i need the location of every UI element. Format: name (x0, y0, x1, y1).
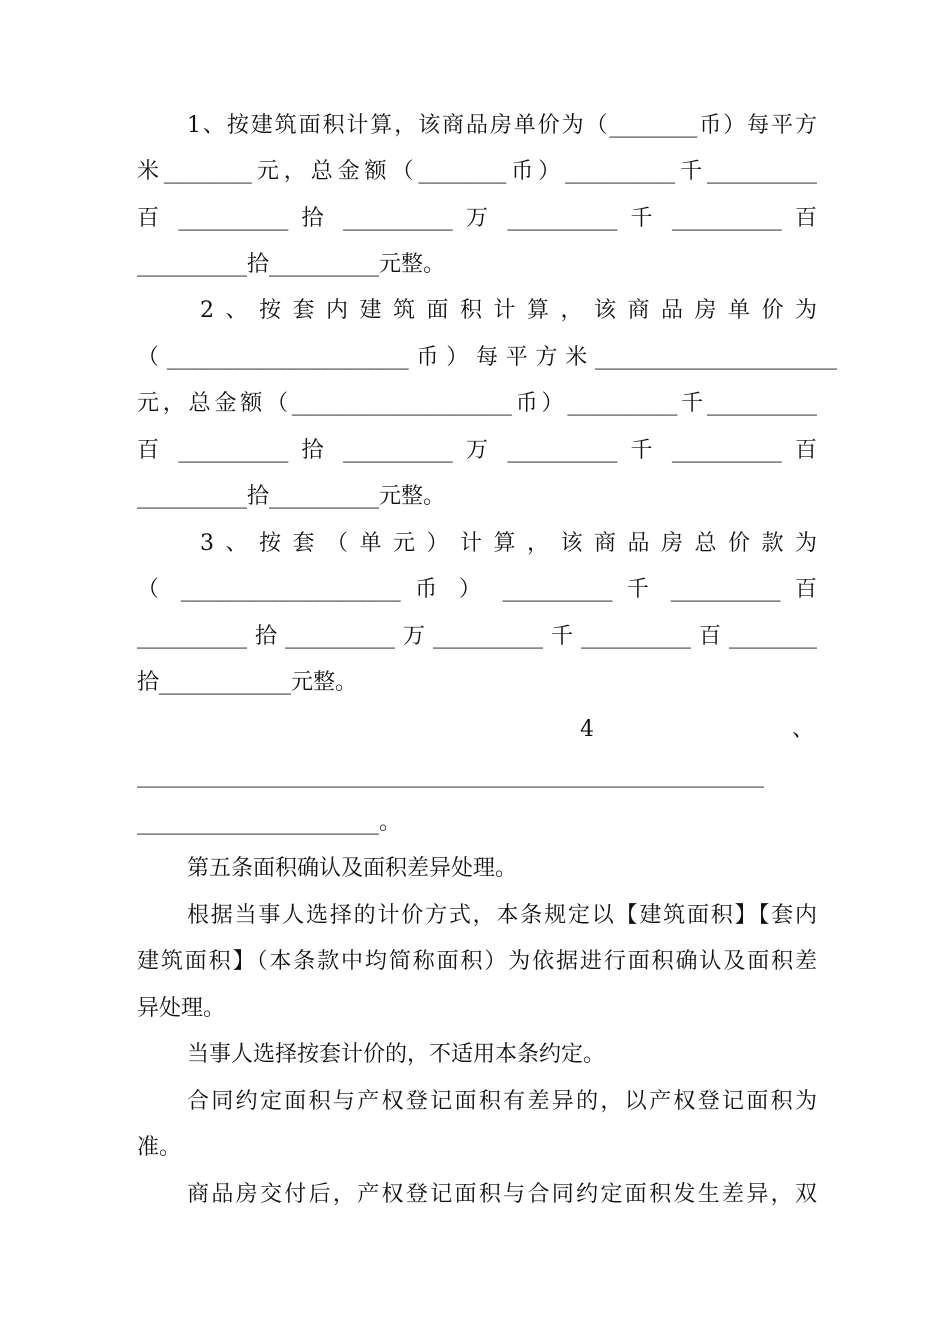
clause-1-line-1: 1、按建筑面积计算，该商品房单价为（________币）每平方 (187, 113, 817, 138)
clause-4-blank-line: _________________________________________________________ (137, 763, 764, 788)
clause-1-line-4: __________拾__________元整。 (137, 252, 446, 277)
article-5-para-1-line-3: 异处理。 (137, 996, 226, 1021)
clause-3-line-4: 拾____________元整。 (137, 670, 358, 695)
clause-3-line-1: 3、按套（单元）计算，该商品房总价款为 (200, 531, 817, 556)
clause-4-punctuation: 、 (792, 717, 815, 742)
article-5-heading: 第五条面积确认及面积差异处理。 (187, 856, 518, 881)
clause-2-line-3: 元，总金额（____________________币）__________千__________ (137, 391, 817, 416)
clause-1-line-3: 百 __________ 拾 __________ 万 __________ 千 __________ 百 (137, 206, 817, 231)
article-5-para-1-line-2: 建筑面积】（本条款中均简称面积）为依据进行面积确认及面积差 (137, 949, 817, 974)
article-5-para-4-line-1: 商品房交付后，产权登记面积与合同约定面积发生差异，双 (187, 1182, 817, 1207)
article-5-para-3-line-1: 合同约定面积与产权登记面积有差异的，以产权登记面积为 (187, 1089, 817, 1114)
clause-3-line-3: __________拾__________万__________千__________百________ (137, 624, 817, 649)
clause-2-line-1: 2、按套内建筑面积计算，该商品房单价为 (200, 298, 817, 323)
clause-4-number: 4 (580, 717, 594, 742)
article-5-para-2: 当事人选择按套计价的，不适用本条约定。 (187, 1042, 606, 1067)
clause-2-line-5: __________拾__________元整。 (137, 484, 446, 509)
clause-2-line-4: 百 __________ 拾 __________ 万 __________ 千 __________ 百 (137, 438, 817, 463)
clause-2-line-2: （______________________币）每平方米______________________ (137, 345, 837, 370)
clause-3-line-2: （ ____________________ 币 ） __________ 千 __________ 百 (137, 577, 817, 602)
article-5-para-3-line-2: 准。 (137, 1135, 182, 1160)
clause-4-blank-end: ______________________。 (137, 810, 402, 835)
article-5-para-1-line-1: 根据当事人选择的计价方式，本条规定以【建筑面积】【套内 (187, 903, 817, 928)
clause-1-line-2: 米________元，总金额（________币）__________千__________ (137, 159, 817, 184)
